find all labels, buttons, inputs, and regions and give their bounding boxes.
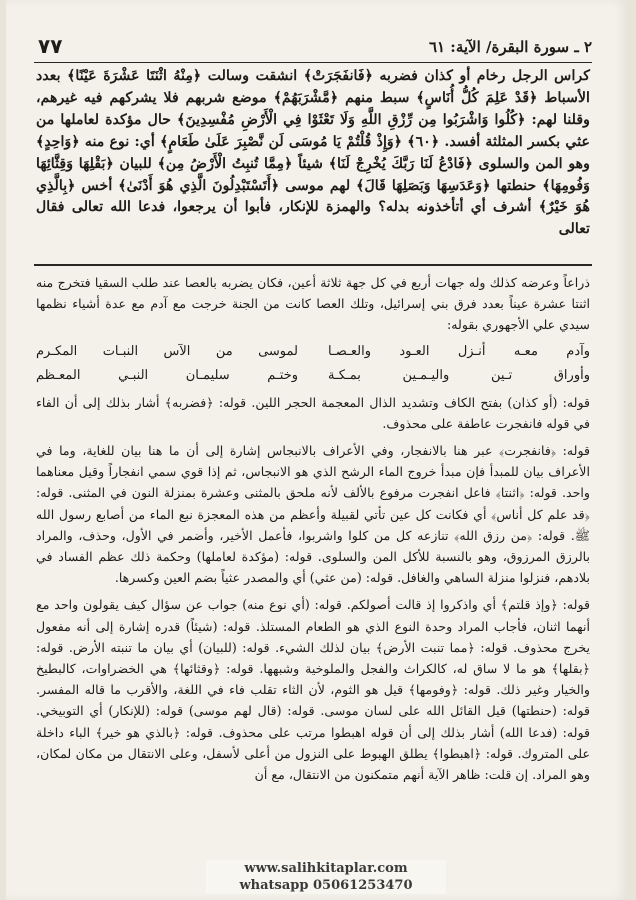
header-rule bbox=[34, 62, 592, 63]
tafsir-main-text bbox=[36, 66, 590, 241]
chapter-heading: ٢ ـ سورة البقرة/ الآية: ٦١ bbox=[428, 38, 592, 56]
verse-hemistich: وأوراق تـين واليـمـين بمـكـة bbox=[328, 367, 590, 383]
commentary-paragraph: قوله: ﴿وإذ قلتم﴾ أي واذكروا إذ قالت أصولكم. قوله: (أي نوع منه) جواب عن سؤال كيف يقولون واحد مع أنهما اثنان، فأجاب المراد وحدة النوع الذي هو الطعام المستلذ. قوله: (شيئاً) قدره إشارة إلى أنه مفعول يخرج محذوف. قوله: ﴿مما تنبت الأرض﴾ بيان لذلك الشيء. قوله: (للبيان) أي بيان ما تنبته الأرض. قوله: ﴿بقلها﴾ هو ما لا ساق له، كالكراث والفجل والملوخية وشبهها. قوله: ﴿وقثائها﴾ هي الخضراوات، كالبطيخ والخيار وغير ذلك. قوله: ﴿وفومها﴾ قيل هو الثوم، لأن الثاء تقلب فاء في اللغة، والأقرب ما قاله المفسر. قوله: (حنطتها) قيل القائل الله على لسان موسى. قوله: (قال لهم موسى) قوله: (للإنكار) أي التوبيخي. قوله: (فدعا الله) أشار بذلك إلى أن قوله اهبطوا مرتب على محذوف. قوله: ﴿بالذي هو خير﴾ الباء داخلة على المتروك. قوله: ﴿اهبطوا﴾ يطلق الهبوط على النزول من أعلى لأسفل، وعلى الانتقال من مكان لمكان، وهو المراد. إن قلت: ظاهر الآية أنهم متمكنون من الانتقال، مع أن bbox=[36, 597, 590, 783]
verse-hemistich: وآدم معـه أنـزل العـود والعـصـا bbox=[328, 343, 590, 359]
seller-watermark bbox=[206, 860, 446, 894]
commentary-paragraph: قوله: ﴿فانفجرت﴾ عبر هنا بالانفجار، وفي الأعراف بالانبجاس إشارة إلى أن ما هنا بيان للغاية، وما في الأعراف بيان للمبدأ فإن مبدأ خروج الماء الرشح الذي هو الانبجاس، ثم إذا قوي سمي انفجاراً وقيل معناهما واحد. قوله: ﴿اثنتا﴾ فاعل انفجرت مرفوع بالألف لأنه ملحق بالمثنى وعشرة بمنزلة النون في المثنى. قوله: ﴿قد علم كل أناس﴾ أي فكانت كل عين تأتي لقبيلة وأعظم من هذه المعجزة نبع الماء من أصابع رسول الله ﷺ. قوله: ﴿من رزق الله﴾ تنازعه كل من كلوا واشربوا، فأعمل الأخير، وأضمر في الأول، وحذف، والمراد بالرزق المرزوق، وهو بالنسبة للأكل المن والسلوى. قوله: (مؤكدة لعاملها) وحكمة ذلك عظم الفساد في بلادهم، فنزلوا منزلة الساهي والغافل. قوله: (من عثي) أي والمصدر عثياً بضم العين وكسرها. bbox=[36, 443, 590, 586]
watermark-phone: whatsapp 05061253470 bbox=[239, 878, 413, 893]
poem-verse bbox=[36, 340, 590, 388]
page-header bbox=[34, 36, 592, 62]
commentary-text bbox=[36, 272, 590, 785]
section-divider bbox=[34, 264, 592, 266]
page-number: ٧٧ bbox=[38, 34, 63, 58]
verse-hemistich: وختـم سليمـان النبـي المعـظم bbox=[36, 367, 298, 383]
tafsir-paragraph: كراس الرجل رخام أو كذان فضربه ﴿فَانفَجَرَتْ﴾ انشقت وسالت ﴿مِنْهُ اثْنَتَا عَشْرَةَ عَيْنًا﴾ بعدد الأسباط ﴿قَدْ عَلِمَ كُلُّ أُنَاسٍ﴾ سبط منهم ﴿مَّشْرَبَهُمْ﴾ موضع شربهم فلا يشركهم فيه غيرهم، وقلنا لهم: ﴿كُلُوا وَاشْرَبُوا مِن رِّزْقِ اللَّهِ وَلَا تَعْثَوْا فِي الْأَرْضِ مُفْسِدِينَ﴾ حال مؤكدة لعاملها من عثي بكسر المثلثة أفسد. ﴿٦٠﴾ ﴿وَإِذْ قُلْتُمْ يَا مُوسَى لَن نَّصْبِرَ عَلَىٰ طَعَامٍ﴾ أي: نوع منه ﴿وَاحِدٍ﴾ وهو المن والسلوى ﴿فَادْعُ لَنَا رَبَّكَ يُخْرِجْ لَنَا﴾ شيئاً ﴿مِمَّا تُنبِتُ الْأَرْضُ مِن﴾ للبيان ﴿بَقْلِهَا وَقِثَّائِهَا وَفُومِهَا﴾ حنطتها ﴿وَعَدَسِهَا وَبَصَلِهَا قَالَ﴾ لهم موسى ﴿أَتَسْتَبْدِلُونَ الَّذِي هُوَ أَدْنَىٰ﴾ أخس ﴿بِالَّذِي هُوَ خَيْرٌ﴾ أشرف أي أتأخذونه بدله؟ والهمزة للإنكار، فأبوا أن يرجعوا، فدعا الله تعالى فقال تعالى bbox=[36, 68, 590, 238]
verse-hemistich: لموسى من الآس النبـات المكـرم bbox=[36, 343, 298, 359]
commentary-paragraph: ذراعاً وعرضه كذلك وله جهات أربع في كل جهة ثلاثة أعين، فكان يضربه بالعصا عند طلب السقيا فتخرج منه اثنتا عشرة عيناً بعدد فرق بني إسرائيل، وتلك العصا كانت من الجنة خرجت مع آدم مع عدة أشياء نظمها سيدي علي الأجهوري بقوله: bbox=[36, 275, 590, 333]
book-page bbox=[6, 0, 628, 900]
watermark-url: www.salihkitaplar.com bbox=[244, 861, 408, 876]
commentary-paragraph: قوله: (أو كذان) بفتح الكاف وتشديد الذال المعجمة الحجر اللين. قوله: ﴿فضربه﴾ أشار بذلك إلى أن الفاء في قوله فانفجرت عاطفة على محذوف. bbox=[36, 394, 590, 431]
